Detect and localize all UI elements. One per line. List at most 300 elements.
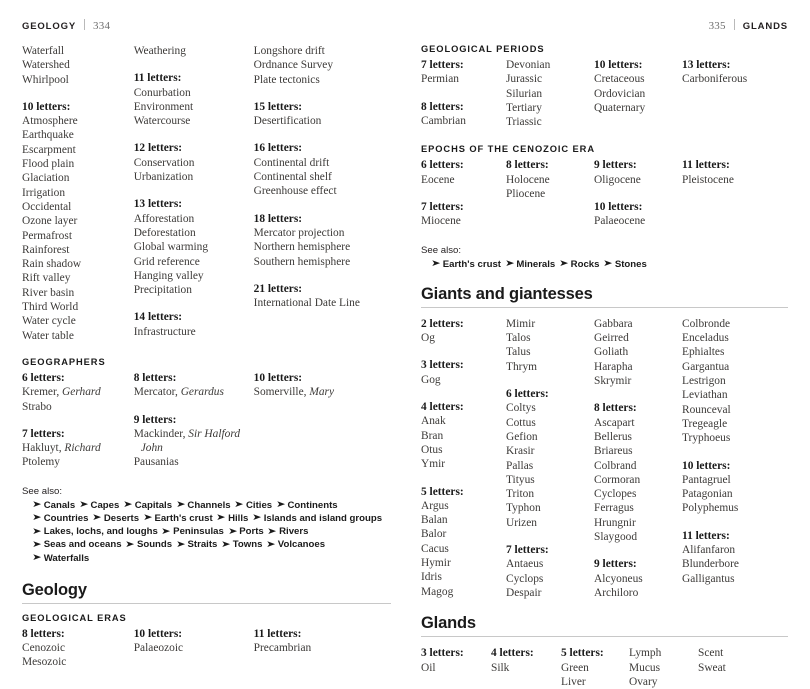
word-column	[506, 158, 594, 201]
word-entry: Cretaceous	[594, 73, 645, 86]
arrow-icon: ➤	[216, 512, 227, 524]
word-entry: International Date Line	[253, 297, 360, 310]
word-entry: Triassic	[506, 116, 542, 129]
word-entry: Third World	[22, 301, 79, 314]
letter-count-heading: 6 letters:	[421, 159, 464, 172]
letter-count-heading: 10 letters:	[682, 459, 731, 472]
letter-count-heading: 11 letters:	[682, 529, 730, 542]
word-entry: Hymir	[421, 557, 451, 570]
see-also-link[interactable]: ➤ Lakes, lochs, and loughs	[32, 525, 158, 538]
letter-count-heading: 6 letters:	[506, 388, 549, 401]
word-entry: Patagonian	[682, 488, 733, 501]
word-entry: Blunderbore	[682, 558, 739, 571]
word-entry: Polyphemus	[682, 502, 739, 515]
word-entry: Gabbara	[594, 317, 633, 330]
given-name: Sir Halford	[188, 427, 241, 440]
word-entry: Urizen	[506, 516, 537, 529]
word-entry: Desertification	[253, 115, 322, 128]
word-entry: Bran	[421, 429, 444, 442]
word-column	[254, 627, 391, 656]
word-entry: Tregeagle	[682, 417, 728, 430]
word-entry: Talos	[506, 332, 531, 345]
arrow-icon: ➤	[78, 499, 89, 511]
spacer	[22, 470, 391, 486]
word-entry: Geirred	[594, 332, 629, 345]
arrow-icon: ➤	[234, 499, 244, 511]
spacer	[22, 565, 391, 581]
letter-count-heading: 15 letters:	[253, 100, 303, 113]
word-entry: Rain shadow	[22, 258, 82, 271]
arrow-icon: ➤	[32, 525, 42, 537]
word-entry: Permafrost	[22, 229, 72, 242]
word-entry: Krasir	[506, 445, 535, 458]
arrow-icon: ➤	[252, 512, 262, 524]
letter-count-heading: 11 letters:	[682, 159, 730, 172]
word-entry: Eocene	[421, 173, 455, 186]
given-name: Richard	[64, 442, 101, 455]
letter-count-heading: 8 letters:	[421, 100, 464, 113]
left-page	[0, 0, 405, 669]
word-entry: Precipitation	[133, 284, 192, 297]
arrow-icon: ➤	[558, 258, 569, 270]
letter-count-heading: 18 letters:	[253, 212, 303, 225]
see-also-link[interactable]: ➤ Continents	[275, 499, 338, 511]
word-entry: Greenhouse effect	[253, 185, 337, 198]
word-entry: Ephialtes	[682, 346, 725, 359]
word-entry: Mucus	[629, 661, 661, 674]
word-entry: Palaeocene	[594, 215, 646, 228]
word-entry: Sweat	[698, 661, 726, 674]
arrow-icon: ➤	[175, 538, 186, 550]
word-entry: Triton	[506, 488, 535, 501]
spacer	[22, 343, 391, 357]
letter-count-heading: 14 letters:	[133, 311, 183, 324]
letter-count-heading: 5 letters:	[561, 647, 604, 660]
word-entry: Cyclops	[506, 572, 544, 585]
arrow-icon: ➤	[431, 258, 441, 270]
word-entry: Global warming	[133, 241, 209, 254]
arrow-icon: ➤	[221, 538, 231, 550]
word-entry: Cormoran	[594, 473, 641, 486]
arrow-icon: ➤	[504, 258, 515, 270]
see-also-link[interactable]: ➤ Rocks	[558, 258, 600, 270]
see-also-list	[421, 258, 788, 271]
word-entry: Colbronde	[682, 317, 731, 330]
word-entry: Briareus	[594, 445, 633, 458]
word-entry: Leviathan	[682, 389, 728, 402]
given-name: Gerhard	[62, 386, 101, 399]
word-entry: Archiloro	[594, 586, 639, 599]
letter-count-heading: 4 letters:	[491, 647, 534, 660]
see-also-link[interactable]: ➤ Channels	[175, 499, 231, 511]
word-column	[629, 646, 698, 689]
word-entry: Skrymir	[594, 375, 632, 388]
word-entry: Cacus	[421, 542, 449, 555]
word-entry: Gefion	[506, 430, 538, 443]
word-entry: Ferragus	[594, 502, 634, 515]
word-entry: Irrigation	[22, 186, 66, 199]
given-name: John	[140, 442, 163, 455]
see-also-list	[22, 499, 385, 565]
word-entry: Pleistocene	[682, 173, 734, 186]
see-also-link[interactable]: ➤ Hills	[216, 512, 249, 524]
word-entry: Precambrian	[253, 642, 312, 655]
see-also-link[interactable]: ➤ Towns	[221, 538, 263, 551]
word-entry: Balor	[421, 528, 447, 541]
word-entry: Anak	[421, 415, 446, 428]
word-column	[134, 44, 254, 339]
letter-count-heading: 9 letters:	[133, 413, 177, 426]
word-entry: Balan	[421, 514, 448, 527]
arrow-icon: ➤	[92, 512, 102, 524]
word-entry: Talus	[506, 346, 531, 359]
arrow-icon: ➤	[266, 538, 276, 550]
word-entry: Holocene	[506, 173, 550, 186]
word-entry: Somerville, Mary	[253, 386, 335, 399]
word-entry: Longshore drift	[253, 45, 325, 57]
see-also-link[interactable]: ➤ Capes	[78, 499, 120, 511]
letter-count-heading: 3 letters:	[421, 359, 464, 372]
word-entry: Pausanias	[133, 456, 179, 469]
word-entry: Jurassic	[506, 73, 543, 86]
giants-columns	[421, 317, 788, 600]
word-column	[594, 158, 682, 228]
word-column	[682, 317, 777, 586]
see-also-link[interactable]: ➤ Islands and island groups	[252, 512, 383, 524]
arrow-icon: ➤	[142, 512, 153, 524]
see-also-link[interactable]: ➤ Minerals	[504, 258, 556, 270]
see-also-label: See also:	[22, 485, 63, 497]
word-entry: Mercator, Gerardus	[133, 386, 224, 399]
given-name: Mary	[309, 386, 335, 399]
see-also-link[interactable]: ➤ Waterfalls	[32, 552, 90, 564]
letter-count-heading: 7 letters:	[421, 59, 464, 71]
word-entry: Grid reference	[133, 255, 200, 268]
letter-count-heading: 8 letters:	[506, 159, 549, 172]
page-number: 334	[93, 20, 111, 32]
see-also-link[interactable]: ➤ Seas and oceans	[32, 538, 122, 551]
word-entry: Argus	[421, 499, 449, 512]
word-entry: Watercourse	[133, 115, 191, 128]
word-entry: Antaeus	[506, 558, 544, 571]
arrow-icon: ➤	[32, 499, 42, 511]
word-entry: Devonian	[506, 59, 551, 71]
word-column	[421, 646, 491, 675]
word-entry: Gog	[421, 373, 441, 386]
word-entry: Continental shelf	[253, 171, 332, 184]
word-entry: Atmosphere	[22, 115, 78, 128]
word-entry	[134, 441, 254, 455]
entry-title-giants: Giants and giantesses	[421, 284, 593, 303]
word-entry: Ascapart	[594, 416, 635, 429]
right-page	[405, 0, 810, 688]
see-also-link[interactable]: ➤ Ports	[227, 525, 264, 538]
letter-count-heading: 7 letters:	[506, 544, 549, 557]
word-entry: Mercator projection	[253, 226, 345, 239]
right-running-head	[421, 18, 788, 32]
word-entry: Rainforest	[22, 243, 70, 256]
arrow-icon: ➤	[32, 538, 42, 550]
word-entry: Palaeozoic	[133, 642, 184, 655]
word-entry: Otus	[421, 443, 443, 456]
word-entry: Escarpment	[22, 143, 76, 156]
arrow-icon: ➤	[275, 499, 286, 511]
word-entry: Coltys	[506, 402, 536, 415]
word-entry: Ymir	[421, 458, 446, 471]
word-column	[22, 627, 134, 670]
word-entry: Hanging valley	[133, 269, 204, 282]
see-also-link[interactable]: ➤ Cities	[234, 499, 273, 511]
word-entry: Whirlpool	[22, 73, 69, 86]
word-entry: Oil	[421, 661, 436, 674]
entry-rule	[421, 636, 788, 637]
see-also-link[interactable]: ➤ Deserts	[92, 512, 140, 524]
geological-eras-subheading: GEOLOGICAL ERAS	[22, 612, 127, 623]
arrow-icon: ➤	[227, 525, 238, 537]
word-entry: Scent	[698, 647, 724, 660]
given-name: Gerardus	[180, 386, 224, 399]
word-entry: Earthquake	[22, 129, 74, 142]
word-entry: Flood plain	[22, 158, 75, 171]
word-entry: Mimir	[506, 317, 536, 330]
word-entry: River basin	[22, 286, 75, 299]
word-entry: Alcyoneus	[594, 572, 643, 585]
word-entry: Alifanfaron	[682, 544, 736, 557]
word-column	[254, 371, 391, 400]
see-also-link[interactable]: ➤ Earth's crust	[431, 258, 501, 270]
word-column	[561, 646, 629, 689]
word-entry: Rift valley	[22, 272, 71, 285]
page-number: 335	[708, 20, 726, 32]
see-also-link[interactable]: ➤ Earth's crust	[142, 512, 213, 524]
word-entry: Bellerus	[594, 430, 632, 443]
word-column	[22, 44, 134, 343]
word-entry: Harapha	[594, 360, 633, 373]
word-entry: Waterfall	[22, 45, 65, 57]
word-column	[506, 317, 594, 600]
word-entry: Ovary	[629, 675, 658, 688]
word-entry: Carboniferous	[682, 73, 748, 86]
letter-count-heading: 3 letters:	[421, 647, 464, 660]
geographers-subheading: GEOGRAPHERS	[22, 356, 106, 367]
word-entry: Hrungnir	[594, 516, 636, 529]
letter-count-heading: 9 letters:	[594, 159, 637, 172]
geological-periods-subheading: GEOLOGICAL PERIODS	[421, 44, 545, 54]
word-entry: Lymph	[629, 647, 662, 660]
word-entry: Environment	[133, 100, 194, 113]
letter-count-heading: 8 letters:	[594, 402, 637, 415]
word-entry: Occidental	[22, 200, 72, 213]
word-entry: Despair	[506, 586, 542, 599]
word-entry: Rounceval	[682, 403, 731, 416]
letter-count-heading: 10 letters:	[22, 100, 71, 113]
word-entry: Plate tectonics	[253, 73, 320, 86]
letter-count-heading: 12 letters:	[133, 142, 183, 155]
word-entry: Galligantus	[682, 572, 735, 585]
word-entry: Continental drift	[253, 156, 330, 169]
cenozoic-epochs-columns	[421, 158, 788, 228]
arrow-icon: ➤	[267, 525, 278, 537]
word-column	[421, 317, 506, 599]
word-entry: Cyclopes	[594, 488, 637, 501]
arrow-icon: ➤	[175, 499, 186, 511]
word-entry: Pliocene	[506, 188, 546, 201]
word-entry: Watershed	[22, 59, 70, 72]
letter-count-heading: 8 letters:	[133, 371, 177, 384]
word-entry: Oligocene	[594, 173, 641, 186]
letter-count-heading: 8 letters:	[22, 627, 65, 640]
word-column	[698, 646, 758, 675]
cenozoic-epochs-subheading: EPOCHS OF THE CENOZOIC ERA	[421, 144, 595, 155]
see-also-link[interactable]: ➤ Capitals	[123, 499, 173, 511]
word-entry: Lestrigon	[682, 375, 726, 388]
word-column	[134, 627, 254, 656]
spacer	[421, 271, 788, 285]
letter-count-heading: 7 letters:	[421, 201, 464, 214]
word-entry: Northern hemisphere	[253, 241, 351, 254]
running-head-title: GLANDS	[742, 21, 788, 32]
arrow-icon: ➤	[125, 538, 135, 550]
word-entry: Tertiary	[506, 101, 542, 114]
word-entry: Mackinder, Sir Halford	[133, 427, 241, 440]
word-entry: Water cycle	[22, 315, 76, 328]
word-entry: Southern hemisphere	[253, 255, 351, 268]
word-entry: Permian	[421, 73, 459, 86]
word-entry: Quaternary	[594, 101, 646, 114]
word-column	[594, 317, 682, 600]
spacer	[421, 229, 788, 245]
entry-rule	[421, 307, 788, 308]
letter-count-heading: 10 letters:	[253, 371, 303, 384]
see-also-link[interactable]: ➤ Sounds	[125, 538, 173, 551]
see-also-link[interactable]: ➤ Rivers	[267, 525, 309, 538]
word-entry: Cottus	[506, 416, 536, 429]
word-column	[682, 158, 777, 187]
arrow-icon: ➤	[161, 525, 172, 537]
word-entry: Goliath	[594, 346, 629, 359]
word-entry: Strabo	[22, 400, 52, 413]
letter-count-heading: 13 letters:	[682, 59, 731, 71]
word-entry: Typhon	[506, 502, 541, 515]
letter-count-heading: 10 letters:	[133, 627, 183, 640]
word-entry: Conservation	[133, 156, 195, 169]
geography-continued-columns	[22, 44, 391, 343]
spacer	[421, 600, 788, 614]
geographers-columns	[22, 371, 391, 470]
word-entry: Liver	[561, 675, 586, 688]
entry-title-geology: Geology	[22, 580, 87, 599]
word-column	[134, 371, 254, 470]
word-column	[491, 646, 561, 675]
word-entry: Mesozoic	[22, 656, 67, 669]
letter-count-heading: 13 letters:	[133, 198, 183, 211]
word-entry: Miocene	[421, 215, 461, 228]
word-entry: Colbrand	[594, 459, 637, 472]
word-entry: Ozone layer	[22, 215, 78, 228]
word-entry: Ordnance Survey	[253, 59, 334, 72]
word-entry: Glaciation	[22, 172, 70, 185]
word-entry: Silurian	[506, 87, 543, 100]
word-entry: Ordovician	[594, 87, 646, 100]
word-entry: Magog	[421, 585, 454, 598]
letter-count-heading: 2 letters:	[421, 317, 464, 330]
letter-count-heading: 10 letters:	[594, 59, 643, 71]
word-entry: Water table	[22, 329, 74, 342]
letter-count-heading: 6 letters:	[22, 371, 65, 384]
see-also-link[interactable]: ➤ Canals	[32, 499, 76, 511]
word-entry: Cambrian	[421, 114, 466, 127]
see-also-link[interactable]: ➤ Straits	[175, 538, 218, 551]
see-also-link[interactable]: ➤ Peninsulas	[161, 525, 224, 538]
arrow-icon: ➤	[32, 552, 42, 564]
word-column	[682, 58, 777, 87]
letter-count-heading: 11 letters:	[253, 627, 302, 640]
word-entry: Slaygood	[594, 531, 638, 544]
arrow-icon: ➤	[603, 258, 613, 270]
see-also-link[interactable]: ➤ Volcanoes	[266, 538, 326, 551]
word-column	[594, 58, 682, 115]
glands-columns	[421, 646, 788, 689]
letter-count-heading: 11 letters:	[133, 72, 182, 85]
word-entry: Tityus	[506, 473, 535, 486]
word-entry: Silk	[491, 661, 510, 674]
letter-count-heading: 21 letters:	[253, 282, 303, 295]
word-entry: Hakluyt, Richard	[22, 442, 101, 455]
word-entry: Afforestation	[133, 212, 195, 225]
running-head-divider	[84, 19, 85, 30]
word-column	[254, 44, 391, 310]
word-entry: Idris	[421, 571, 442, 584]
letter-count-heading: 16 letters:	[253, 142, 303, 155]
word-entry: Infrastructure	[133, 325, 196, 338]
word-entry: Pallas	[506, 459, 534, 472]
word-entry: Green	[561, 661, 589, 674]
word-column	[421, 158, 506, 228]
arrow-icon: ➤	[123, 499, 133, 511]
entry-rule	[22, 603, 391, 604]
word-entry: Urbanization	[133, 171, 194, 184]
word-entry: Deforestation	[133, 226, 196, 239]
letter-count-heading: 5 letters:	[421, 485, 464, 498]
word-entry: Pantagruel	[682, 473, 731, 486]
word-entry: Ptolemy	[22, 456, 60, 469]
word-entry: Cenozoic	[22, 642, 66, 655]
word-entry: Weathering	[133, 45, 186, 57]
spacer	[421, 129, 788, 144]
word-column	[421, 58, 506, 128]
word-entry: Og	[421, 332, 435, 345]
running-head-title: GEOLOGY	[22, 21, 77, 32]
word-entry: Enceladus	[682, 332, 729, 345]
running-head-divider	[734, 19, 735, 30]
word-entry: Thrym	[506, 360, 538, 373]
letter-count-heading: 4 letters:	[421, 401, 464, 414]
see-also-label: See also:	[421, 244, 462, 256]
letter-count-heading: 7 letters:	[22, 427, 65, 440]
letter-count-heading: 9 letters:	[594, 558, 637, 571]
word-entry: Conurbation	[133, 86, 191, 99]
entry-title-glands: Glands	[421, 614, 476, 633]
geological-periods-columns	[421, 58, 788, 129]
word-entry: Tryphoeus	[682, 432, 731, 445]
arrow-icon: ➤	[32, 512, 42, 524]
see-also-link[interactable]: ➤ Countries	[32, 512, 89, 524]
word-entry: Kremer, Gerhard	[22, 386, 101, 399]
word-column	[506, 58, 594, 129]
geological-eras-columns	[22, 627, 391, 670]
left-running-head	[22, 18, 391, 32]
see-also-link[interactable]: ➤ Stones	[603, 258, 647, 270]
